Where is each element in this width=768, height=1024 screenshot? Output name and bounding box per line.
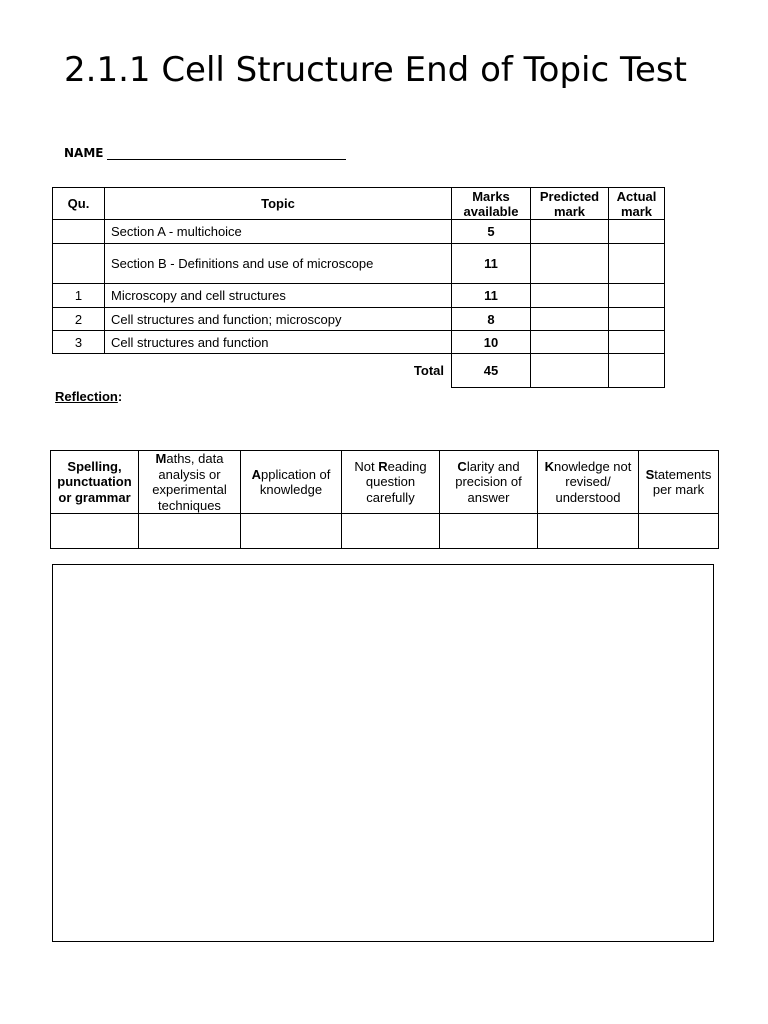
total-row	[53, 354, 665, 388]
predicted-mark-cell[interactable]	[531, 244, 609, 284]
reflection-answer-box[interactable]	[52, 564, 714, 942]
actual-mark-cell[interactable]	[609, 244, 665, 284]
table-row	[53, 284, 665, 308]
application-cell[interactable]	[241, 514, 342, 549]
row-topic: Section B - Definitions and use of microscope	[105, 244, 452, 284]
row-qu: 3	[53, 331, 105, 354]
table-row	[53, 244, 665, 284]
reflection-colon: :	[117, 389, 123, 404]
header-reading: Not Reading question carefully	[342, 451, 440, 514]
total-actual-cell[interactable]	[609, 354, 665, 388]
table-row	[53, 220, 665, 244]
row-qu: 2	[53, 308, 105, 331]
name-blank-line[interactable]	[107, 147, 346, 160]
row-marks: 11	[452, 244, 531, 284]
page-title: 2.1.1 Cell Structure End of Topic Test	[64, 50, 687, 90]
total-marks: 45	[452, 354, 531, 388]
name-label: NAME	[64, 146, 104, 160]
marks-table	[52, 187, 665, 388]
header-topic: Topic	[105, 188, 452, 220]
total-predicted-cell[interactable]	[531, 354, 609, 388]
statements-cell[interactable]	[639, 514, 719, 549]
header-marks-available: Marks available	[452, 188, 531, 220]
clarity-cell[interactable]	[440, 514, 538, 549]
header-maths: Maths, data analysis or experimental techniques	[139, 451, 241, 514]
reflection-label: Reflection	[55, 389, 118, 404]
header-knowledge: Knowledge not revised/ understood	[538, 451, 639, 514]
row-topic: Cell structures and function; microscopy	[105, 308, 452, 331]
predicted-mark-cell[interactable]	[531, 331, 609, 354]
actual-mark-cell[interactable]	[609, 284, 665, 308]
header-actual-mark: Actual mark	[609, 188, 665, 220]
predicted-mark-cell[interactable]	[531, 308, 609, 331]
reflection-input-row	[51, 514, 719, 549]
header-spelling: Spelling, punctuation or grammar	[51, 451, 139, 514]
reading-cell[interactable]	[342, 514, 440, 549]
header-application: Application of knowledge	[241, 451, 342, 514]
row-marks: 11	[452, 284, 531, 308]
marks-header-row	[53, 188, 665, 220]
table-row	[53, 331, 665, 354]
row-qu	[53, 244, 105, 284]
row-marks: 5	[452, 220, 531, 244]
maths-cell[interactable]	[139, 514, 241, 549]
name-field[interactable]	[64, 146, 346, 160]
spelling-cell[interactable]	[51, 514, 139, 549]
knowledge-cell[interactable]	[538, 514, 639, 549]
row-marks: 8	[452, 308, 531, 331]
actual-mark-cell[interactable]	[609, 331, 665, 354]
actual-mark-cell[interactable]	[609, 220, 665, 244]
actual-mark-cell[interactable]	[609, 308, 665, 331]
reflection-header-row	[51, 451, 719, 514]
row-topic: Microscopy and cell structures	[105, 284, 452, 308]
header-predicted-mark: Predicted mark	[531, 188, 609, 220]
row-topic: Cell structures and function	[105, 331, 452, 354]
predicted-mark-cell[interactable]	[531, 284, 609, 308]
row-marks: 10	[452, 331, 531, 354]
total-label: Total	[413, 363, 444, 379]
predicted-mark-cell[interactable]	[531, 220, 609, 244]
reflection-heading	[55, 389, 122, 404]
header-qu: Qu.	[53, 188, 105, 220]
header-statements: Statements per mark	[639, 451, 719, 514]
header-clarity: Clarity and precision of answer	[440, 451, 538, 514]
row-qu	[53, 220, 105, 244]
row-topic: Section A - multichoice	[105, 220, 452, 244]
reflection-table	[50, 450, 719, 549]
row-qu: 1	[53, 284, 105, 308]
table-row	[53, 308, 665, 331]
